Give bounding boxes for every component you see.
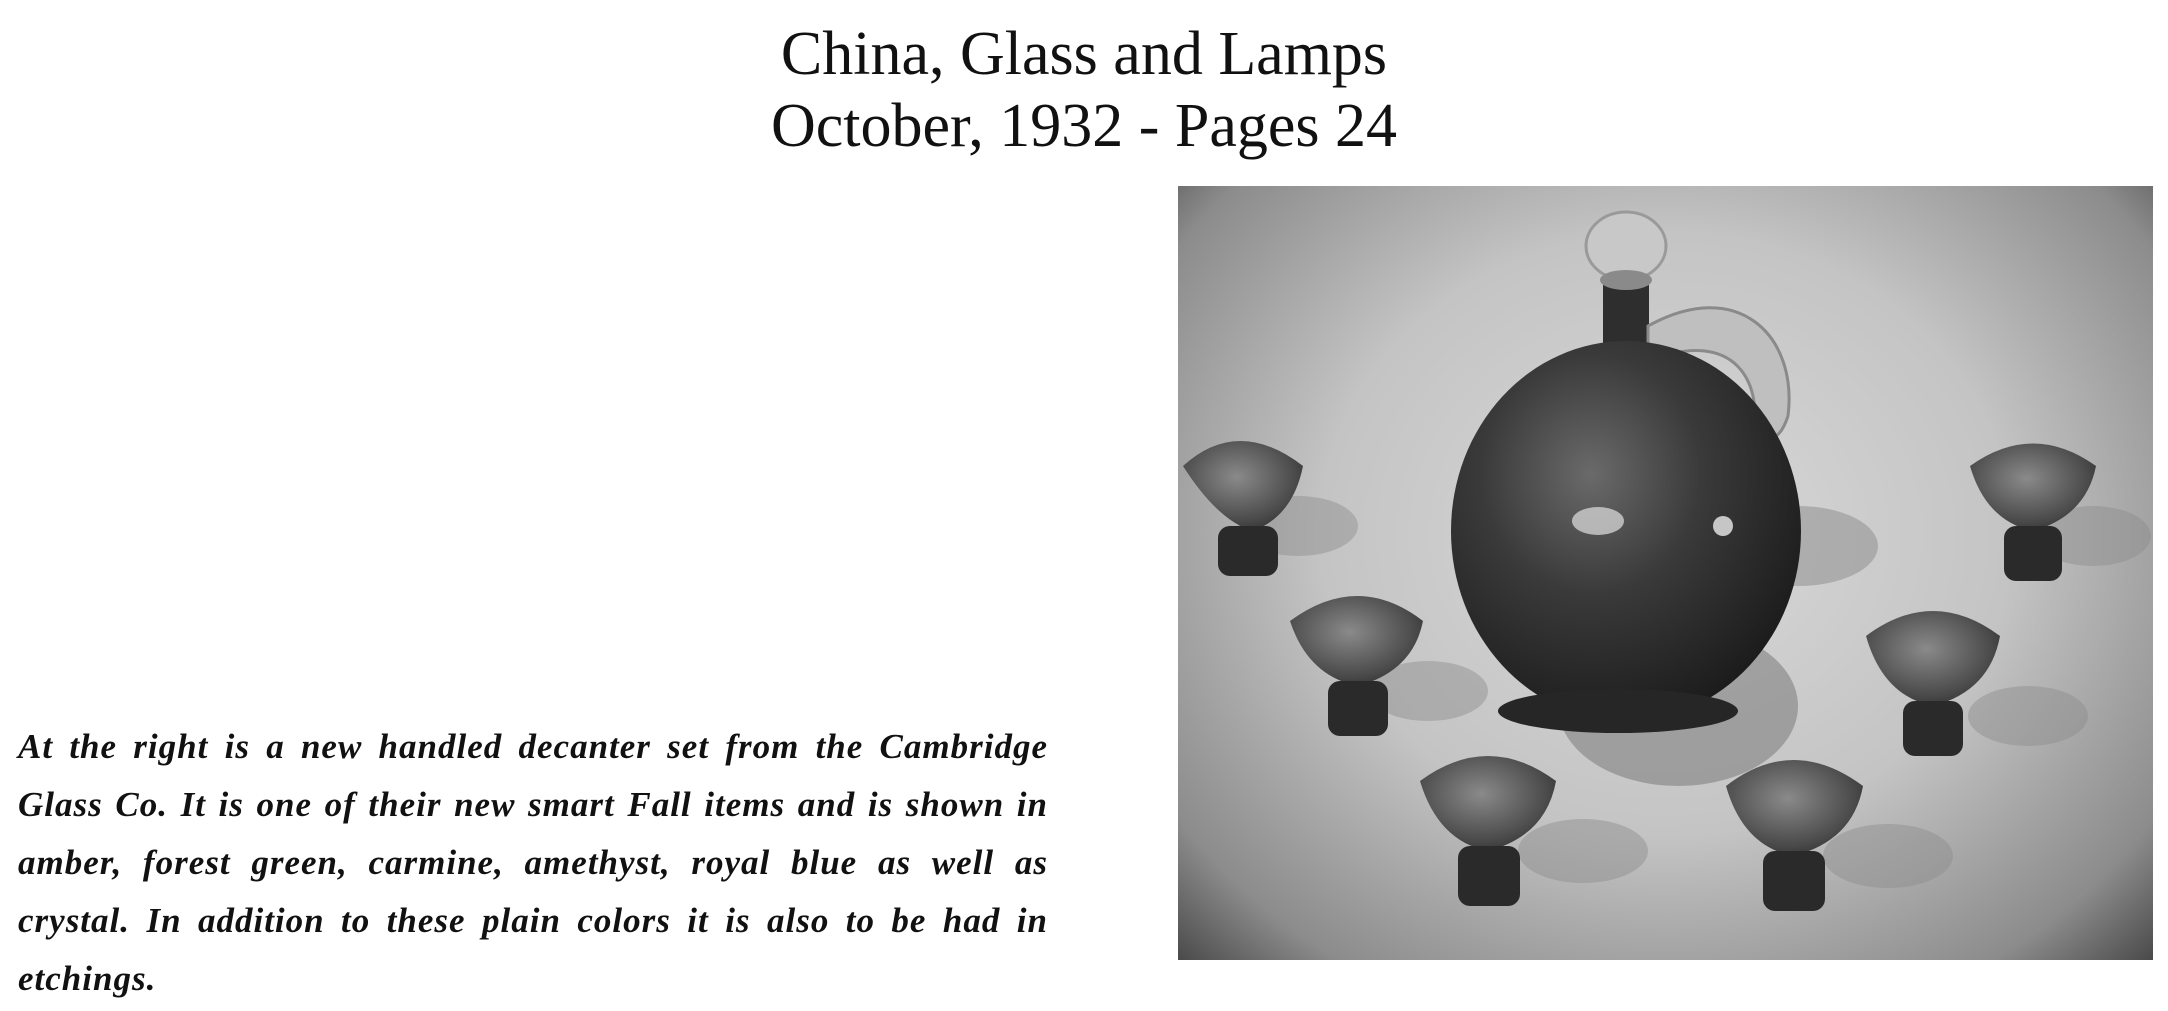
publication-date-pages: October, 1932 - Pages 24	[771, 92, 1397, 160]
cordial-glass-3	[1420, 756, 1648, 906]
decanter-stopper	[1586, 212, 1666, 280]
decanter	[1451, 212, 1801, 733]
cordial-glass-4	[1726, 760, 1953, 911]
cordial-glass-6	[1970, 444, 2151, 582]
cordial-glass-2	[1290, 596, 1488, 736]
decanter-set-photo	[1178, 186, 2153, 960]
decanter-body	[1451, 341, 1801, 721]
article-caption: At the right is a new handled decanter set from the Cambridge Glass Co. It is one of their new smart Fall items and is shown in amber, forest green, carmine, amethyst, royal blue as well as crystal. In addition to these plain colors it is also to be had in etchings.	[18, 727, 1048, 998]
page-header	[0, 18, 2168, 162]
cordial-glass-1	[1183, 441, 1358, 576]
cordial-glass-5	[1866, 611, 2088, 756]
publication-title: China, Glass and Lamps	[780, 20, 1388, 88]
decanter-set-illustration	[1178, 186, 2153, 960]
